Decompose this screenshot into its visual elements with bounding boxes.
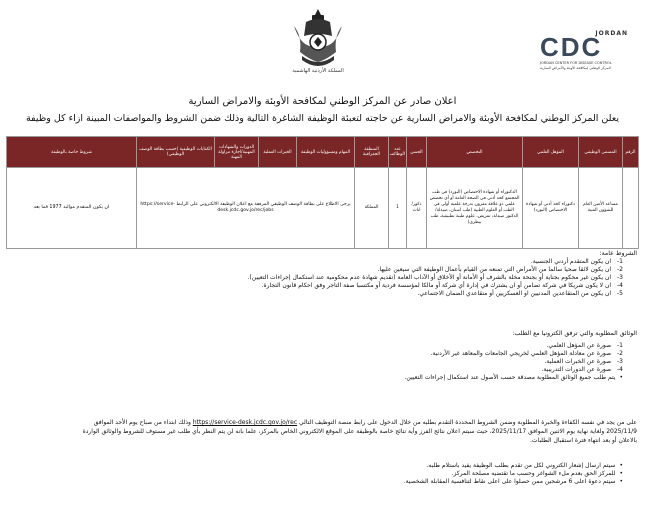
list-item: • سيتم دعوة اعلى 6 مرشحين ممن حصلوا على اعلى نقاط لتنافسية المقابلة الشخصية. xyxy=(140,478,623,486)
notes xyxy=(140,462,637,486)
col-header-competencies: الكفايات الوظيفية (حسب بطاقة الوصف الوظيفي) xyxy=(137,137,215,168)
col-header-special-conditions: شروط خاصة بالوظيفة xyxy=(7,137,137,168)
col-header-certificates: الدورات والشهادات المهنية/اجازة مزاولة المهنة xyxy=(215,137,259,168)
announcement-subtitle: يعلن المركز الوطني لمكافحة الأوبئة والامراض السارية عن حاجته لتعبئة الوظيفة الشاغرة التالية وذلك ضمن الشروط والمواصفات المبينة ازاء كل وظيفة xyxy=(25,113,620,124)
platform-link[interactable]: https://service-desk.jcdc.gov.jo/rec xyxy=(192,419,298,426)
cell-duties: يرجى الاطلاع على بطاقة الوصف الوظيفي المرفقة مع اعلان الوظيفة الالكتروني على الرابط https://service-desk.jcdc.gov.jo/rec/jobs xyxy=(137,168,355,249)
cell-job-title: مساعد الأمين العام للشؤون الفنية xyxy=(579,168,623,249)
col-header-count: عدد الوظائف xyxy=(389,137,407,168)
application-line-1: على من يجد في نفسه الكفاءة والخبرة المطلوبة وضمن الشروط المحددة التقدم بطلبه من خلال الدخول على رابط منصة التوظيف التالي https://service-desk.jcdc.gov.jo/rec وذلك ابتداء من صباح يوم الأحد الموافق xyxy=(93,419,637,426)
logo-subtitle-ar: المركز الوطني لمكافحة الأوبئة والأمراض السارية xyxy=(540,66,611,70)
announcement-title: اعلان صادر عن المركز الوطني لمكافحة الأوبئة والامراض السارية xyxy=(188,96,457,107)
jordan-emblem-icon xyxy=(288,6,348,72)
list-item: 2- صورة عن معادلة المؤهل العلمي لخريجي الجامعات والمعاهد غير الأردنية. xyxy=(430,350,623,358)
cell-special-conditions: ان يكون المتقدم مواليد 1977 فما بعد xyxy=(7,168,137,249)
application-line-2: 2025/11/9 ولغاية نهاية يوم الاثنين الموافق 2025/11/17، حيث سيتم اعلان نتائج الفرز وأية نتائج خاصة بالوظيفة على الموقع الالكتروني الخاص بالمركز، علما بانه لن يتم النظر بأي طلب غير مستوف للشروط والوثائق الواردة xyxy=(82,428,637,435)
col-header-duties: المهام ومسؤوليات الوظيفة xyxy=(297,137,355,168)
cell-region: المملكة xyxy=(355,168,389,249)
cdc-logo xyxy=(534,30,632,72)
cell-number xyxy=(623,168,639,249)
required-documents-title: الوثائق المطلوبة والتي ترفق الكترونيا مع الطلب: xyxy=(512,330,637,337)
application-instructions xyxy=(10,418,637,445)
col-header-number: الرقم xyxy=(623,137,639,168)
col-header-qualification: المؤهل العلمي xyxy=(523,137,579,168)
required-documents xyxy=(10,330,637,383)
list-item: • للمركز الحق بعدم ملء الشواغر وحسب ما تقتضيه مصلحة المركز. xyxy=(140,470,623,478)
list-item: 5- ان يكون من المتقاعدين المدنيين او العسكريين أو متقاعدي الضمان الاجتماعي. xyxy=(417,290,623,298)
list-item: 2- ان يكون لائقا صحيا سالما من الأمراض التي تمنعه من القيام بأعمال الوظيفة التي سيعين عليها. xyxy=(377,266,623,274)
logo-cdc-text: CDC xyxy=(540,32,603,62)
general-conditions xyxy=(10,250,637,299)
col-header-specialization: التخصص xyxy=(427,137,523,168)
col-header-region: المنطقة الجغرافية xyxy=(355,137,389,168)
col-header-gender: الجنس xyxy=(407,137,427,168)
jobs-table xyxy=(6,136,639,249)
list-item: 3- ان يكون غير محكوم بجناية أو بجنحة مخلة بالشرف أو الأمانة أو الأخلاق أو الآداب العامة (تقديم شهادة عدم محكومية عند استكمال إجراءات التعيين). xyxy=(247,274,623,282)
cell-gender: ذكور/اناث xyxy=(407,168,427,249)
logo-jordan-text: JORDAN xyxy=(595,30,628,37)
list-item: 3- صورة عن الخبرات العملية. xyxy=(544,358,623,366)
table-header-row xyxy=(7,137,639,168)
list-item: 4- ان لا يكون شريكا في شركة تضامن أو ان يشترك في إدارة أي شركة أو مالكا لمؤسسة فردية أو مكتسبا صفة التاجر وفق احكام قانون التجارة. xyxy=(261,282,623,290)
cell-specialization: الدكتوراه أو شهادة الاختصاص (البورد) في طب المجتمع كحد أدنى في الصحة العامة أو أي تخصص علمي ذو علاقة مقرون بدرجة علمية أولى في الطب أو العلوم الطبية (طب اسنان، صيدلة/الدكتور صيدلة، تمريض، علوم طبية تطبيقية، طب بيطري) xyxy=(427,168,523,249)
col-header-job-title: المسمى الوظيفي xyxy=(579,137,623,168)
cell-count: 1 xyxy=(389,168,407,249)
logo-subtitle-en: JORDAN CENTER FOR DISEASE CONTROL xyxy=(540,61,612,65)
list-item: 4- صورة عن الدورات التدريبية. xyxy=(541,366,623,374)
col-header-experience: الخبرات العملية xyxy=(259,137,297,168)
list-item: 1- صورة عن المؤهل العلمي. xyxy=(546,342,623,350)
table-row xyxy=(7,168,639,249)
list-item: • سيتم ارسال إشعار الكتروني لكل من تقدم بطلب الوظيفة يفيد باستلام طلبه. xyxy=(140,462,623,470)
cell-qualification: دكتوراه كحد أدنى أو شهادة الاختصاص (البورد) xyxy=(523,168,579,249)
list-item: 1- ان يكون المتقدم أردني الجنسية. xyxy=(530,258,623,266)
documents-note: • يتم طلب جميع الوثائق المطلوبة مصدقة حسب الأصول عند استكمال إجراءات التعيين. xyxy=(10,374,623,382)
emblem-caption: المملكة الأردنية الهاشمية xyxy=(292,68,344,74)
general-conditions-title: الشروط عامة: xyxy=(599,250,637,257)
application-line-3: بالاعلان أو بعد انتهاء فترة استقبال الطلبات. xyxy=(529,437,637,444)
